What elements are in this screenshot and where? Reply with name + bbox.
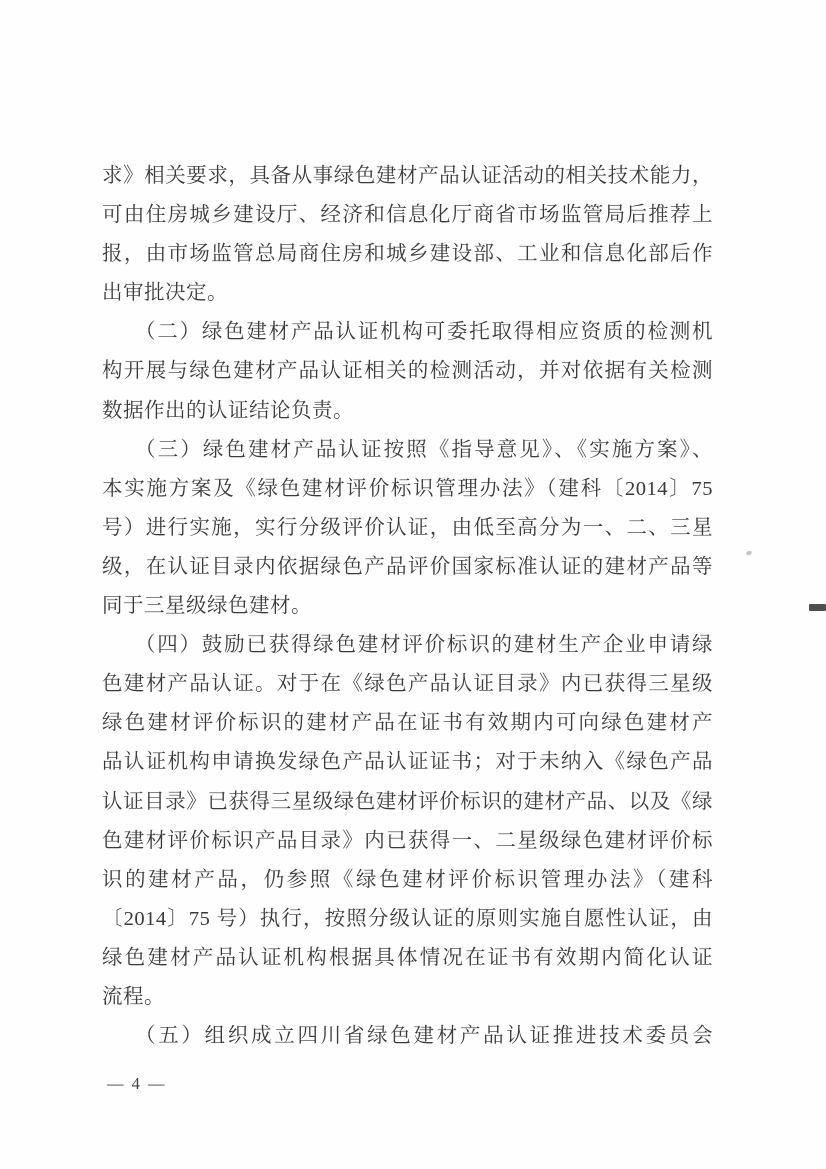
text-line: 数据作出的认证结论负责。 <box>102 399 354 422</box>
document-body <box>102 157 713 1056</box>
text-line: 流程。 <box>102 985 165 1008</box>
text-line: 认证目录》已获得三星级绿色建材评价标识的建材产品、以及《绿 <box>102 790 713 813</box>
paragraph-item-2 <box>102 313 713 430</box>
text-line: 〔2014〕75 号）执行，按照分级认证的原则实施自愿性认证，由 <box>102 907 713 930</box>
scan-artifact-edge-dash <box>809 604 826 611</box>
scan-artifact-speck <box>745 550 752 556</box>
text-line: （三）绿色建材产品认证按照《指导意见》、《实施方案》、 <box>135 438 713 461</box>
text-line: 本实施方案及《绿色建材评价标识管理办法》（建科〔2014〕75 <box>102 477 713 500</box>
text-line: 级，在认证目录内依据绿色产品评价国家标准认证的建材产品等 <box>102 555 713 578</box>
text-line: 号）进行实施，实行分级评价认证，由低至高分为一、二、三星 <box>102 516 713 539</box>
paragraph-item-3 <box>102 431 713 626</box>
page-number: — 4 — <box>107 1074 167 1093</box>
text-line: 色建材评价标识产品目录》内已获得一、二星级绿色建材评价标 <box>102 829 713 852</box>
text-line: （二）绿色建材产品认证机构可委托取得相应资质的检测机 <box>135 321 713 344</box>
paragraph-item-5 <box>102 1017 713 1056</box>
text-line: 同于三星级绿色建材。 <box>102 595 312 618</box>
text-line: （五）组织成立四川省绿色建材产品认证推进技术委员会 <box>135 1025 713 1048</box>
paragraph-item-4 <box>102 626 713 1017</box>
text-line: 品认证机构申请换发绿色产品认证证书；对于未纳入《绿色产品 <box>102 751 713 774</box>
paragraph-continuation <box>102 157 713 313</box>
text-line: 构开展与绿色建材产品认证相关的检测活动，并对依据有关检测 <box>102 360 713 383</box>
text-line: 可由住房城乡建设厅、经济和信息化厅商省市场监管局后推荐上 <box>102 204 713 227</box>
text-line: 识的建材产品，仍参照《绿色建材评价标识管理办法》（建科 <box>102 868 713 891</box>
text-line: 绿色建材评价标识的建材产品在证书有效期内可向绿色建材产 <box>102 712 713 735</box>
text-line: 色建材产品认证。对于在《绿色产品认证目录》内已获得三星级 <box>102 673 713 696</box>
text-line: 报，由市场监管总局商住房和城乡建设部、工业和信息化部后作 <box>102 243 713 266</box>
text-line: 绿色建材产品认证机构根据具体情况在证书有效期内简化认证 <box>102 946 713 969</box>
text-line: （四）鼓励已获得绿色建材评价标识的建材生产企业申请绿 <box>135 634 713 657</box>
text-line: 求》相关要求，具备从事绿色建材产品认证活动的相关技术能力， <box>102 165 713 187</box>
text-line: 出审批决定。 <box>102 282 228 305</box>
